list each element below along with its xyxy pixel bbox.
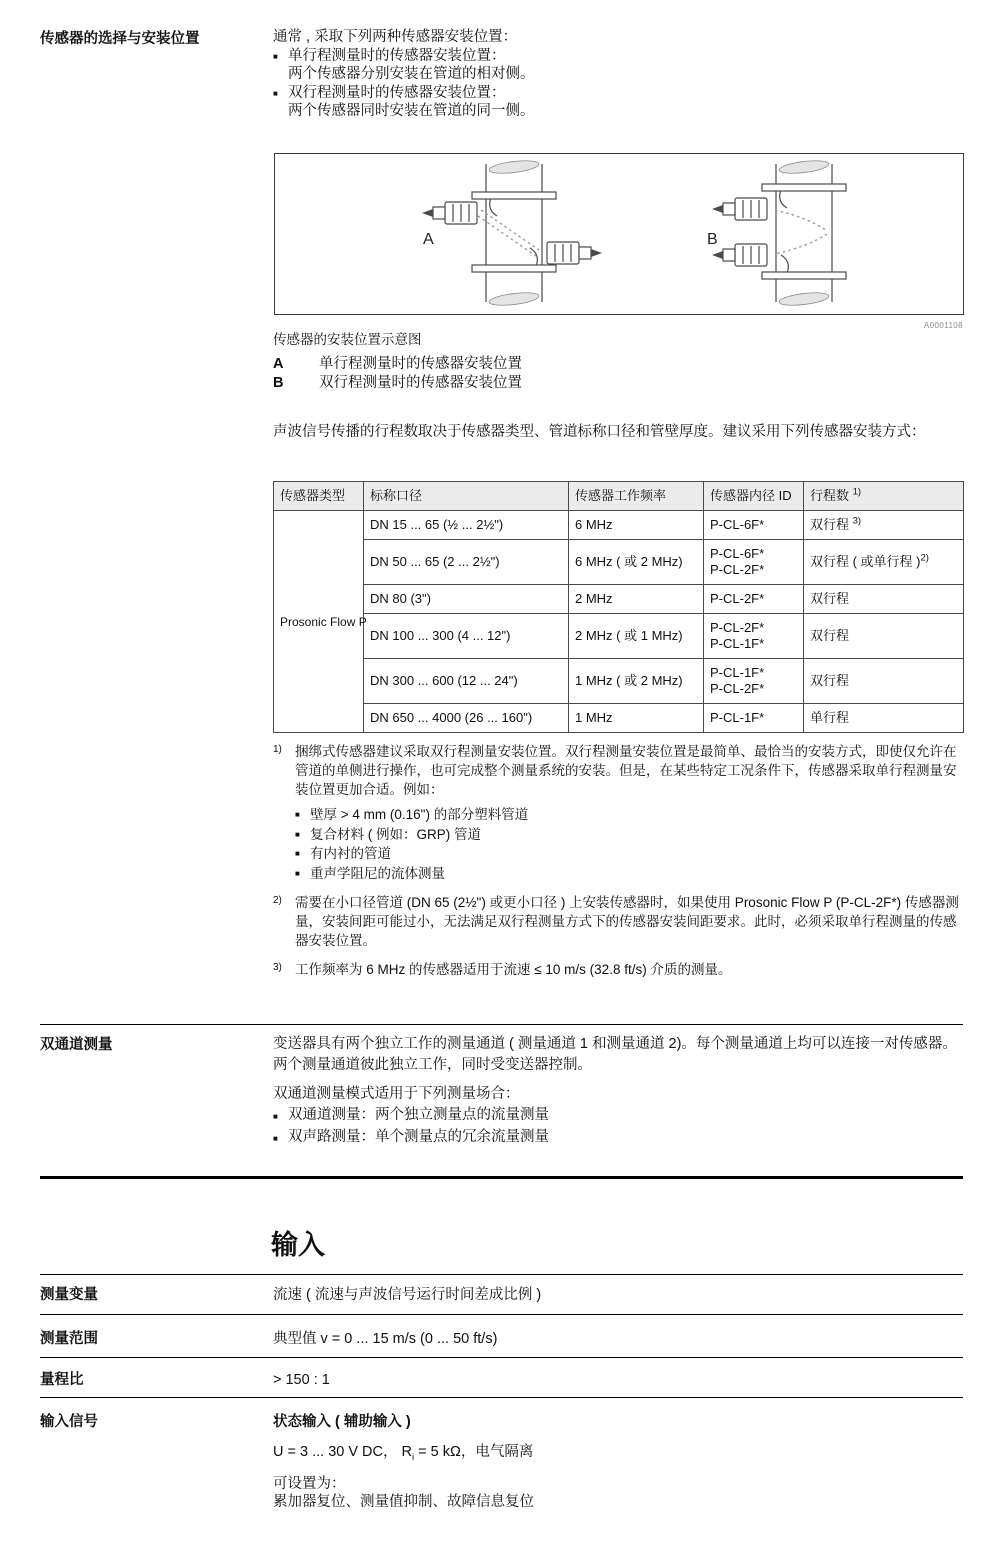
footnote-2 [273,893,963,950]
square-bullet-icon: ■ [295,868,300,878]
legend-key: B [273,374,284,391]
table-row [274,585,964,614]
legend-key: A [273,356,284,372]
legend-text: 单行程测量时的传感器安装位置 [319,356,522,372]
footnote-3 [273,960,963,979]
row-label-turndown: 量程比 [40,1372,84,1388]
row-value-turndown: > 150 : 1 [273,1372,330,1388]
bullet-text [288,84,535,121]
sensor-upper-left [422,202,477,224]
section-heading-sensor-selection: 传感器的选择与安装位置 [40,31,200,47]
col-header-traverses: 行程数 $^{1)}$ [804,482,964,511]
dn-cell: DN 50 ... 65 (2 ... 2½") [364,540,569,585]
table-row [274,511,964,540]
table-row [274,659,964,704]
footnote-number: 2) [273,895,282,906]
bullet-line: 双行程测量时的传感器安装位置： [288,84,506,101]
config-label: 可设置为： [273,1475,346,1492]
figure-caption: 传感器的安装位置示意图 [273,332,422,347]
freq-cell: 6 MHz [569,511,704,540]
id-cell: P-CL-1F* P-CL-2F* [704,659,804,704]
footnote-text: 捆绑式传感器建议采取双行程测量安装位置。双行程测量安装位置是最简单、最恰当的安装方式，即使仅允许在管道的单侧进行操作，也可完成整个测量系统的安装。但是，在某些特定工况条件下，传感器采取单行程测量安装位置更加合适。例如： [295,744,957,797]
square-bullet-icon: ■ [295,829,300,839]
table-row [274,540,964,585]
traverse-cell: 双行程 [804,659,964,704]
sensor-mounting-diagram [275,154,963,312]
diagram-b [707,158,846,307]
square-bullet-icon: ■ [273,1134,278,1143]
diagram-a-label: A [423,231,434,248]
dual-channel-paragraph: 变送器具有两个独立工作的测量通道 ( 测量通道 1 和测量通道 2)。每个测量通道上均可以连接一对传感器。两个测量通道彼此独立工作，同时受变送器控制。 [273,1036,957,1073]
diagram-b-label: B [707,231,718,248]
config-value: 累加器复位、测量值抑制、故障信息复位 [273,1494,534,1511]
legend-row [273,374,963,393]
traverse-cell: 双行程 $^{3)}$ [804,511,964,540]
footnote-text: 需要在小口径管道 (DN 65 (2½") 或更小口径 ) 上安装传感器时，如果使用 Prosonic Flow P (P-CL-2F*) 传感器测量，安装间距可能过小，无法满足双行程测量方式下的传感器安装间距要求。此时，必须采取单行程测量的传感器安装位置。 [295,895,959,948]
square-bullet-icon: ■ [295,849,300,858]
col-header-frequency: 传感器工作频率 [569,482,704,511]
id-cell: P-CL-6F* P-CL-2F* [704,540,804,585]
bullet-line: 双声路测量：单个测量点的冗余流量测量 [288,1129,549,1145]
bullet-item [273,1127,963,1149]
chapter-title-input: 输入 [271,1230,325,1260]
freq-cell: 2 MHz ( 或 1 MHz) [569,614,704,659]
footnote-text: 工作频率为 6 MHz 的传感器适用于流速 ≤ 10 m/s (32.8 ft/s) 介质的测量。 [295,962,732,977]
id-cell: P-CL-1F* [704,704,804,733]
col-header-dn: 标称口径 [364,482,569,511]
figure-code: A0001108 [923,321,963,330]
dn-cell: DN 15 ... 65 (½ ... 2½") [364,511,569,540]
bullet-item [273,47,963,84]
row-value-measured-variable: 流速 ( 流速与声波信号运行时间差成比例 ) [273,1287,542,1303]
dual-channel-paragraph: 双通道测量模式适用于下列测量场合： [273,1086,520,1102]
footnote-bullet: 重声学阻尼的流体测量 [310,865,445,881]
row-value-measuring-range: 典型值 v = 0 ... 15 m/s (0 ... 50 ft/s) [273,1331,498,1347]
square-bullet-icon: ■ [273,88,278,98]
bullet-item [273,1105,963,1127]
row-label-measured-variable: 测量变量 [40,1287,98,1303]
sensor-lower-right [547,242,602,264]
sensor-type-cell: Prosonic Flow P [274,511,364,733]
intro-line: 通常 , 采取下列两种传感器安装位置： [273,29,518,45]
footnote-bullets [295,805,963,883]
footnotes [273,742,963,989]
square-bullet-icon: ■ [273,1112,278,1121]
legend-row [273,355,963,374]
diagram-a [422,158,602,307]
freq-cell: 1 MHz [569,704,704,733]
bullet-line: 双通道测量：两个独立测量点的流量测量 [288,1107,549,1123]
bullet-line: 两个传感器同时安装在管道的同一侧。 [288,103,535,119]
sensor-table-wrap [273,481,964,733]
id-cell: P-CL-2F* P-CL-1F* [704,614,804,659]
footnote-number: 1) [273,744,282,755]
section-heading-dual-channel: 双通道测量 [40,1037,113,1053]
row-label-input-signal: 输入信号 [40,1414,98,1430]
freq-cell: 6 MHz ( 或 2 MHz) [569,540,704,585]
footnote-number: 3) [273,962,282,973]
sensor-b-upper [712,198,767,220]
table-row [274,704,964,733]
footnote-bullet: 有内衬的管道 [310,846,391,861]
freq-cell: 1 MHz ( 或 2 MHz) [569,659,704,704]
id-cell: P-CL-6F* [704,511,804,540]
figure-legend [273,355,963,392]
table-header-row [274,482,964,511]
table-row [274,614,964,659]
sound-path-single-traverse [478,210,539,256]
dn-cell: DN 100 ... 300 (4 ... 12") [364,614,569,659]
sound-path-double-traverse [775,210,827,254]
sensor-b-lower [712,244,767,266]
spec-suffix: = 5 kΩ，电气隔离 [414,1443,534,1460]
traverse-paragraph: 声波信号传播的行程数取决于传感器类型、管道标称口径和管壁厚度。建议采用下列传感器安装方式： [273,424,926,440]
section-divider [40,1024,963,1025]
chapter-divider [40,1176,963,1179]
sensor-position-intro [273,28,963,121]
dn-cell: DN 300 ... 600 (12 ... 24") [364,659,569,704]
spec-prefix: U = 3 ... 30 V DC， R [273,1443,413,1460]
bullet-item [273,84,963,121]
traverse-cell: 双行程 [804,614,964,659]
row-divider [40,1357,963,1358]
row-divider [40,1314,963,1315]
row-label-measuring-range: 测量范围 [40,1331,98,1347]
bullet-text [288,47,535,84]
footnote-1 [273,742,963,883]
square-bullet-icon: ■ [273,51,278,61]
input-signal-content [273,1413,963,1512]
dn-cell: DN 80 (3") [364,585,569,614]
row-divider [40,1274,963,1275]
legend-text: 双行程测量时的传感器安装位置 [319,374,522,391]
row-divider [40,1397,963,1398]
status-input-spec [273,1443,963,1467]
bullet-line: 单行程测量时的传感器安装位置： [288,47,506,64]
footnote-bullet: 复合材料 ( 例如：GRP) 管道 [310,826,481,842]
footnote-bullet: 壁厚 > 4 mm (0.16") 的部分塑料管道 [310,807,529,822]
sensor-recommendation-table [273,481,964,733]
traverse-cell: 单行程 [804,704,964,733]
col-header-sensor-type: 传感器类型 [274,482,364,511]
square-bullet-icon: ■ [295,810,300,819]
col-header-id: 传感器内径 ID [704,482,804,511]
freq-cell: 2 MHz [569,585,704,614]
spec-subscript: i [412,1451,415,1463]
bullet-line: 两个传感器分别安装在管道的相对侧。 [288,66,535,82]
figure-sensor-mounting [274,153,964,315]
traverse-cell: 双行程 ( 或单行程 )$^{2)}$ [804,540,964,585]
status-input-subtitle: 状态输入 ( 辅助输入 ) [273,1414,411,1430]
dn-cell: DN 650 ... 4000 (26 ... 160") [364,704,569,733]
id-cell: P-CL-2F* [704,585,804,614]
dual-channel-content [273,1034,963,1149]
traverse-cell: 双行程 [804,585,964,614]
